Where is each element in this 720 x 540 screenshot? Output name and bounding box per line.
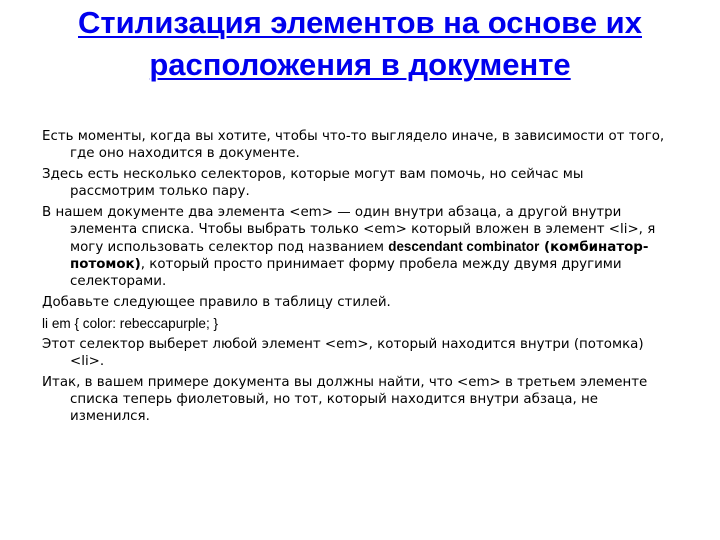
paragraph-selector-explain: Этот селектор выберет любой элемент <em>, который находится внутри (потомка) <li>. bbox=[42, 337, 644, 369]
paragraph-selectors: Здесь есть несколько селекторов, которые могут вам помочь, но сейчас мы рассмотрим только пару. bbox=[42, 167, 584, 199]
paragraph-result: Итак, в вашем примере документа вы должны найти, что <em> в третьем элементе списка теперь фиолетовый, но тот, который находится внутри абзаца, не изменился. bbox=[42, 375, 648, 424]
paragraph-descendant bbox=[42, 204, 672, 290]
slide-title[interactable]: Стилизация элементов на основе их расположения в документе bbox=[78, 5, 642, 82]
css-rule-code: li em { color: rebeccapurple; } bbox=[42, 316, 219, 331]
paragraph-add-rule: Добавьте следующее правило в таблицу стилей. bbox=[42, 295, 391, 310]
slide-body bbox=[42, 128, 672, 429]
paragraph-descendant-text-2: , который просто принимает форму пробела между двумя другими селекторами. bbox=[70, 257, 622, 289]
term-descendant-combinator: descendant combinator bbox=[388, 239, 540, 254]
paragraph-intro: Есть моменты, когда вы хотите, чтобы что-то выглядело иначе, в зависимости от того, где оно находится в документе. bbox=[42, 129, 665, 161]
term-combinator-descendant-ru: (комбинатор-потомок) bbox=[70, 240, 649, 272]
paragraph-descendant-text-1: В нашем документе два элемента <em> — один внутри абзаца, а другой внутри элемента списка. Чтобы выбрать только <em> который вложен в элемент <li>, я могу использовать селектор под названием bbox=[42, 205, 656, 255]
